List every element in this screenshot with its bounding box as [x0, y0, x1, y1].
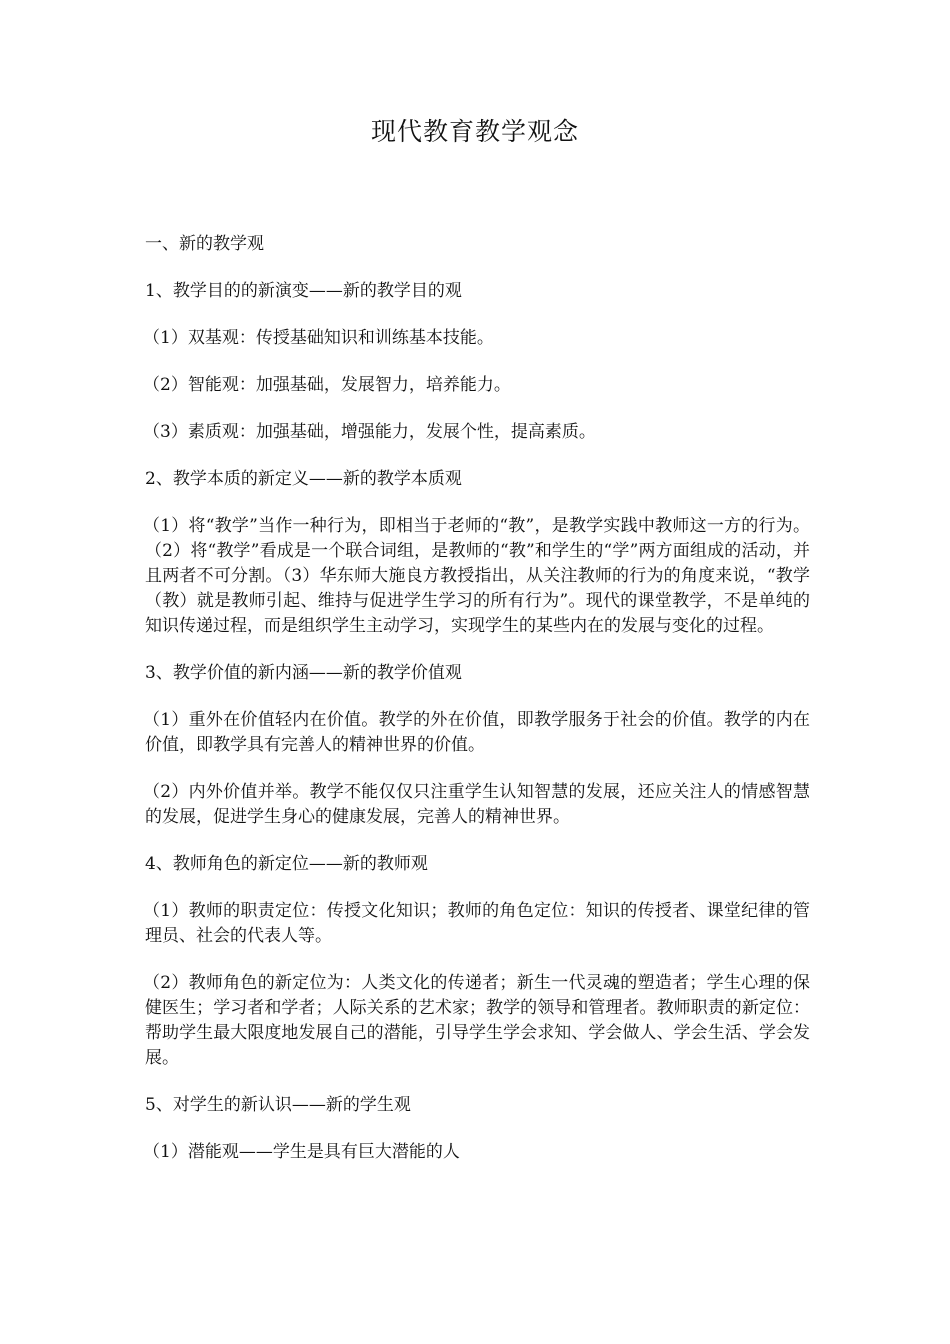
paragraph: （3）素质观：加强基础，增强能力，发展个性，提高素质。: [143, 422, 596, 442]
paragraph: （1）将“教学”当作一种行为，即相当于老师的“教”，是教学实践中教师这一方的行为。（2）将“教学”看成是一个联合词组，是教师的“教”和学生的“学”两方面组成的活动，并且两者不可分割。（3）华东师大施良方教授指出，从关注教师的行为的角度来说，“教学（教）就是教师引起、维持与促进学生学习的所有行为”。现代的课堂教学，不是单纯的知识传递过程，而是组织学生主动学习，实现学生的某些内在的发展与变化的过程。: [143, 516, 810, 636]
subsection-heading: 4、教师角色的新定位——新的教师观: [145, 854, 428, 874]
paragraph: （1）潜能观——学生是具有巨大潜能的人: [143, 1142, 460, 1162]
document-body: [145, 232, 810, 1187]
subsection-heading: 1、教学目的的新演变——新的教学目的观: [145, 281, 462, 301]
paragraph: （2）教师角色的新定位为：人类文化的传递者；新生一代灵魂的塑造者；学生心理的保健医生；学习者和学者；人际关系的艺术家；教学的领导和管理者。教师职责的新定位：帮助学生最大限度地发展自己的潜能，引导学生学会求知、学会做人、学会生活、学会发展。: [143, 973, 810, 1068]
paragraph: （1）双基观：传授基础知识和训练基本技能。: [143, 328, 494, 348]
paragraph: （2）智能观：加强基础，发展智力，培养能力。: [143, 375, 511, 395]
subsection-heading: 3、教学价值的新内涵——新的教学价值观: [145, 663, 462, 683]
subsection-heading: 5、对学生的新认识——新的学生观: [145, 1095, 411, 1115]
subsection-heading: 2、教学本质的新定义——新的教学本质观: [145, 469, 462, 489]
section-heading: 一、新的教学观: [145, 234, 264, 254]
document-title: 现代教育教学观念: [370, 117, 579, 146]
paragraph: （1）重外在价值轻内在价值。教学的外在价值，即教学服务于社会的价值。教学的内在价值，即教学具有完善人的精神世界的价值。: [143, 710, 810, 755]
paragraph: （1）教师的职责定位：传授文化知识；教师的角色定位：知识的传授者、课堂纪律的管理员、社会的代表人等。: [143, 901, 810, 946]
paragraph: （2）内外价值并举。教学不能仅仅只注重学生认知智慧的发展，还应关注人的情感智慧的发展，促进学生身心的健康发展，完善人的精神世界。: [143, 782, 810, 827]
